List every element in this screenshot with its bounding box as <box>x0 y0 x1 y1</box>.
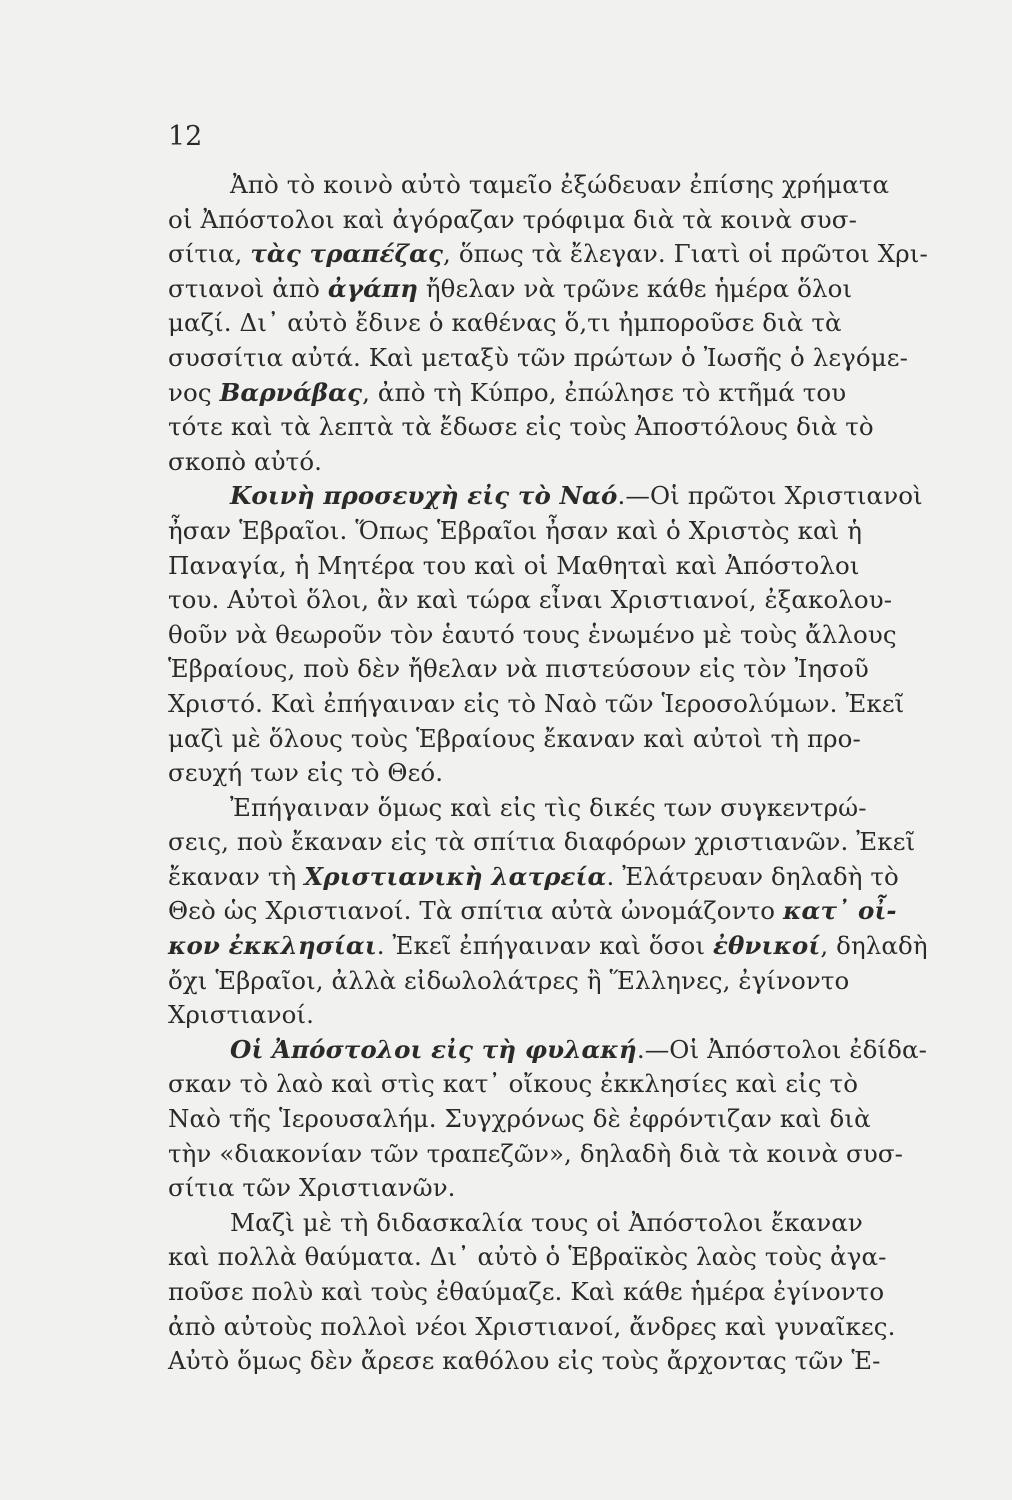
text-segment: ὄχι Ἑβραῖοι, ἀλλὰ εἰδωλολάτρες ἢ Ἕλληνες, ἐγίνοντο <box>168 965 850 995</box>
text-segment: Χριστιανοί. <box>168 1000 315 1030</box>
text-line <box>168 1102 952 1137</box>
text-segment: Παναγία, ἡ Μητέρα του καὶ οἱ Μαθηταὶ καὶ Ἀπόστολοι <box>168 550 860 580</box>
text-segment: ἔκαναν τὴ <box>168 861 305 891</box>
text-line <box>168 998 952 1033</box>
text-segment: .—Οἱ πρῶτοι Χριστιανοὶ <box>617 481 923 511</box>
text-line <box>168 479 952 514</box>
text-segment: θοῦν νὰ θεωροῦν τὸν ἑαυτό τους ἑνωμένο μὲ τοὺς ἄλλους <box>168 619 897 649</box>
emphasized-text: Βαρνάβας <box>219 377 363 407</box>
text-line <box>168 514 952 549</box>
text-line <box>168 376 952 411</box>
text-line <box>168 1344 952 1379</box>
text-segment: στιανοὶ ἀπὸ <box>168 273 328 303</box>
text-segment: , ἀπὸ τὴ Κύπρο, ἐπώλησε τὸ κτῆμά του <box>362 377 847 407</box>
text-segment: μαζί. Δι᾽ αὐτὸ ἔδινε ὁ καθένας ὅ,τι ἠμποροῦσε διὰ τὰ <box>168 308 842 338</box>
text-segment: Ἑβραίους, ποὺ δὲν ἤθελαν νὰ πιστεύσουν εἰς τὸν Ἰησοῦ <box>168 654 869 684</box>
text-line <box>168 1171 952 1206</box>
text-line <box>168 1067 952 1102</box>
text-segment: σκαν τὸ λαὸ καὶ στὶς κατ᾽ οἴκους ἐκκλησίες καὶ εἰς τὸ <box>168 1069 859 1099</box>
text-segment: ποῦσε πολὺ καὶ τοὺς ἐθαύμαζε. Καὶ κάθε ἡμέρα ἐγίνοντο <box>168 1277 885 1306</box>
text-segment: τὴν «διακονίαν τῶν τραπεζῶν», δηλαδὴ διὰ τὰ κοινὰ συσ- <box>168 1138 904 1168</box>
emphasized-text: Κοινὴ προσευχὴ εἰς τὸ Ναό <box>230 481 618 511</box>
text-line <box>168 825 952 860</box>
text-segment: σίτια, <box>168 239 251 269</box>
emphasized-text: Χριστιανικὴ λατρεία <box>304 861 607 891</box>
text-segment: μαζὶ μὲ ὅλους τοὺς Ἑβραίους ἔκαναν καὶ αὐτοὶ τὴ προ- <box>168 723 861 753</box>
text-line <box>168 341 952 376</box>
text-segment: σίτια τῶν Χριστιανῶν. <box>168 1173 456 1203</box>
text-line <box>168 791 952 826</box>
text-segment: συσσίτια αὐτά. Καὶ μεταξὺ τῶν πρώτων ὁ Ἰωσῆς ὁ λεγόμε- <box>168 342 908 372</box>
text-line <box>168 1206 952 1241</box>
text-line <box>168 445 952 480</box>
text-segment: Ἀπὸ τὸ κοινὸ αὐτὸ ταμεῖο ἐξώδευαν ἐπίσης χρήματα <box>230 170 890 199</box>
emphasized-text: τὰς τραπέζας <box>250 239 444 269</box>
text-segment: οἱ Ἀπόστολοι καὶ ἀγόραζαν τρόφιμα διὰ τὰ κοινὰ συσ- <box>168 204 857 234</box>
text-segment: σεις, ποὺ ἔκαναν εἰς τὰ σπίτια διαφόρων χριστιανῶν. Ἐκεῖ <box>168 827 916 857</box>
text-segment: Ἐπήγαιναν ὅμως καὶ εἰς τὶς δικές των συγκεντρώ- <box>230 792 867 822</box>
text-segment: .—Οἱ Ἀπόστολοι ἐδίδα- <box>636 1034 928 1064</box>
text-segment: Χριστό. Καὶ ἐπήγαιναν εἰς τὸ Ναὸ τῶν Ἱεροσολύμων. Ἐκεῖ <box>168 688 905 718</box>
text-segment: . Ἐκεῖ ἐπήγαιναν καὶ ὅσοι <box>376 931 713 961</box>
text-segment: , ὅπως τὰ ἔλεγαν. Γιατὶ οἱ πρῶτοι Χρι- <box>443 239 928 269</box>
text-segment: ἦσαν Ἑβραῖοι. Ὅπως Ἑβραῖοι ἦσαν καὶ ὁ Χριστὸς καὶ ἡ <box>168 515 863 545</box>
text-segment: του. Αὐτοὶ ὅλοι, ἂν καὶ τώρα εἶναι Χριστιανοί, ἐξακολου- <box>168 585 893 615</box>
text-segment: ἀπὸ αὐτοὺς πολλοὶ νέοι Χριστιανοί, ἄνδρες καὶ γυναῖκες. <box>168 1311 896 1341</box>
emphasized-text: κον ἐκκλησίαι <box>168 931 377 961</box>
text-line <box>168 687 952 722</box>
text-segment: , δηλαδὴ <box>820 931 928 961</box>
text-line <box>168 1240 952 1275</box>
page-number: 12 <box>168 121 203 152</box>
text-segment: Ναὸ τῆς Ἱερουσαλήμ. Συγχρόνως δὲ ἐφρόντιζαν καὶ διὰ <box>168 1104 871 1134</box>
text-line <box>168 410 952 445</box>
text-segment: τότε καὶ τὰ λεπτὰ τὰ ἔδωσε εἰς τοὺς Ἀποστόλους διὰ τὸ <box>168 412 874 442</box>
text-line <box>168 168 952 203</box>
text-line <box>168 894 952 929</box>
text-line <box>168 722 952 757</box>
text-line <box>168 652 952 687</box>
emphasized-text: ἐθνικοί <box>712 931 821 961</box>
text-segment: Μαζὶ μὲ τὴ διδασκαλία τους οἱ Ἀπόστολοι ἔκαναν <box>230 1207 863 1237</box>
text-segment: σευχή των εἰς τὸ Θεό. <box>168 758 444 788</box>
text-segment: καὶ πολλὰ θαύματα. Δι᾽ αὐτὸ ὁ Ἑβραϊκὸς λαὸς τοὺς ἀγα- <box>168 1242 887 1272</box>
text-segment: Θεὸ ὡς Χριστιανοί. Τὰ σπίτια αὐτὰ ὠνομάζοντο <box>168 896 784 926</box>
text-line <box>168 1137 952 1172</box>
text-line <box>168 1275 952 1310</box>
text-line <box>168 1033 952 1068</box>
text-segment: νος <box>168 377 220 407</box>
text-line <box>168 860 952 895</box>
text-segment: Αὐτὸ ὅμως δὲν ἄρεσε καθόλου εἰς τοὺς ἄρχοντας τῶν Ἑ- <box>168 1346 881 1376</box>
text-segment: ἤθελαν νὰ τρῶνε κάθε ἡμέρα ὅλοι <box>418 273 853 303</box>
text-line <box>168 203 952 238</box>
text-line <box>168 618 952 653</box>
emphasized-text: κατ᾽ οἶ- <box>783 896 897 926</box>
body-text <box>168 168 952 1379</box>
text-line <box>168 964 952 999</box>
emphasized-text: Οἱ Ἀπόστολοι εἰς τὴ φυλακή <box>230 1034 637 1064</box>
text-line <box>168 237 952 272</box>
text-line <box>168 756 952 791</box>
text-segment: σκοπὸ αὐτό. <box>168 446 323 476</box>
text-line <box>168 306 952 341</box>
text-line <box>168 929 952 964</box>
text-line <box>168 272 952 307</box>
text-segment: . Ἐλάτρευαν δηλαδὴ τὸ <box>606 861 899 891</box>
text-line <box>168 583 952 618</box>
text-line <box>168 549 952 584</box>
text-line <box>168 1310 952 1345</box>
emphasized-text: ἀγάπη <box>327 273 418 303</box>
